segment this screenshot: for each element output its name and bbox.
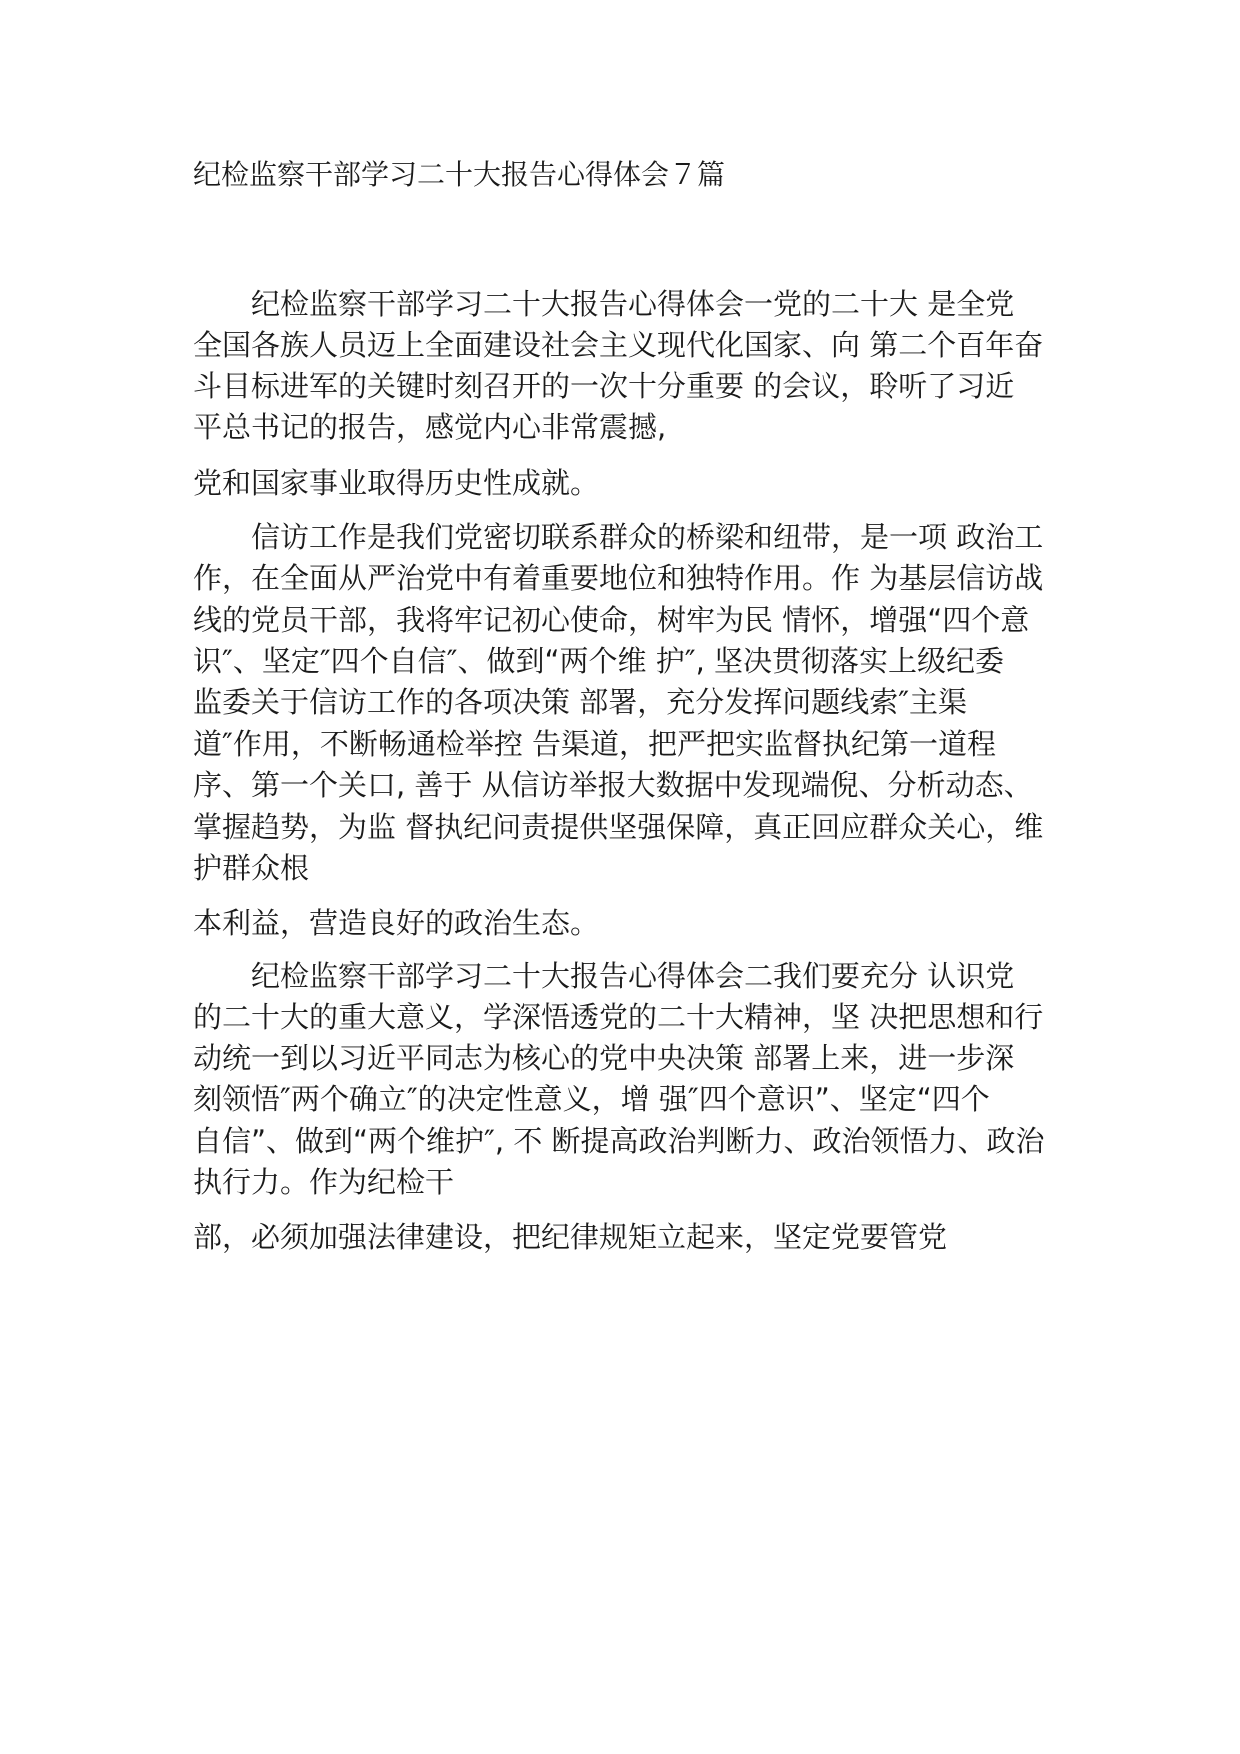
paragraph-3-line-3: 线的党员干部，我将牢记初心使命，树牢为民 情怀，增强“四个意 [193, 603, 1030, 637]
paragraph-3-line-1: 信访工作是我们党密切联系群众的桥梁和纽带，是一项 政治工 [193, 520, 1044, 554]
paragraph-5-line-1: 纪检监察干部学习二十大报告心得体会二我们要充分 认识党 [193, 959, 1015, 993]
paragraph-3-line-5: 监委关于信访工作的各项决策 部署，充分发挥问题线索″主渠 [193, 685, 968, 719]
document-title: 纪检监察干部学习二十大报告心得体会７篇 [193, 158, 726, 191]
paragraph-3-line-8: 掌握趋势，为监 督执纪问责提供坚强保障，真正回应群众关心，维 [193, 810, 1044, 844]
paragraph-3-line-6: 道″作用，不断畅通检举控 告渠道，把严把实监督执纪第一道程 [193, 727, 997, 761]
paragraph-1-line-3: 斗目标进军的关键时刻召开的一次十分重要 的会议，聆听了习近 [193, 369, 1015, 403]
paragraph-5-line-5: 自信”、做到“两个维护″, 不 断提高政治判断力、政治领悟力、政治 [193, 1124, 1045, 1158]
paragraph-1-line-2: 全国各族人员迈上全面建设社会主义现代化国家、向 第二个百年奋 [193, 328, 1044, 362]
paragraph-5-line-2: 的二十大的重大意义，学深悟透党的二十大精神，坚 决把思想和行 [193, 1000, 1044, 1034]
paragraph-1-line-4: 平总书记的报告，感觉内心非常震撼, [193, 410, 667, 444]
paragraph-3-line-2: 作，在全面从严治党中有着重要地位和独特作用。作 为基层信访战 [193, 561, 1044, 595]
paragraph-1-line-1: 纪检监察干部学习二十大报告心得体会一党的二十大 是全党 [193, 287, 1015, 321]
paragraph-3-line-9: 护群众根 [193, 851, 310, 885]
paragraph-2-line-1: 党和国家事业取得历史性成就。 [193, 466, 600, 500]
paragraph-3-line-4: 识″、坚定″四个自信″、做到“两个维 护″, 坚决贯彻落实上级纪委 [193, 644, 1005, 678]
paragraph-5-line-3: 动统一到以习近平同志为核心的党中央决策 部署上来，进一步深 [193, 1041, 1015, 1075]
paragraph-4-line-1: 本利益，营造良好的政治生态。 [193, 906, 600, 940]
paragraph-5-line-4: 刻领悟″两个确立″的决定性意义，增 强″四个意识”、坚定“四个 [193, 1082, 990, 1116]
paragraph-3-line-7: 序、第一个关口, 善于 从信访举报大数据中发现端倪、分析动态、 [193, 768, 1033, 802]
paragraph-5-line-6: 执行力。作为纪检干 [193, 1165, 455, 1199]
paragraph-6-line-1: 部，必须加强法律建设，把纪律规矩立起来，坚定党要管党 [193, 1220, 948, 1254]
